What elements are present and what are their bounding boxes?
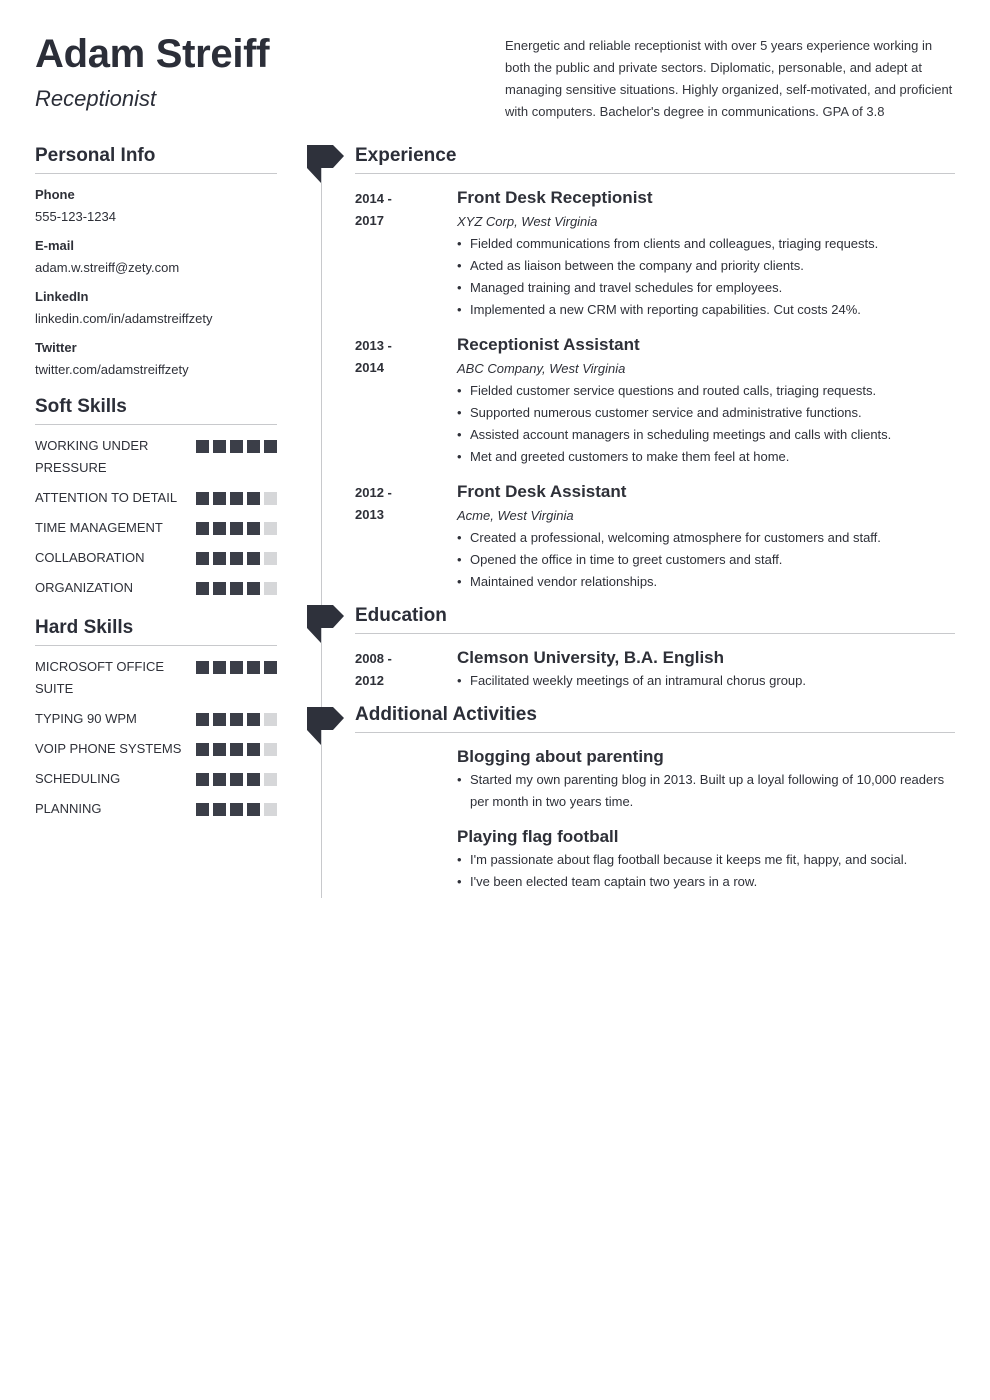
job-title: Front Desk Assistant bbox=[457, 482, 627, 501]
job-title: Receptionist Assistant bbox=[457, 335, 640, 354]
bullet-item: • Created a professional, welcoming atmosphere for customers and staff. bbox=[457, 527, 955, 549]
skill-dot-filled bbox=[247, 803, 260, 816]
skill-level bbox=[196, 803, 277, 816]
skill-dot-filled bbox=[247, 440, 260, 453]
hard-skills-title: Hard Skills bbox=[35, 617, 277, 646]
entry-body bbox=[457, 825, 955, 893]
entry-body bbox=[457, 480, 955, 593]
bullet-item: • Supported numerous customer service and administrative functions. bbox=[457, 402, 955, 424]
skill-row bbox=[35, 487, 277, 509]
skill-dot-filled bbox=[196, 440, 209, 453]
skill-level bbox=[196, 552, 277, 565]
skill-dot-filled bbox=[247, 743, 260, 756]
skill-row bbox=[35, 798, 277, 820]
skill-row bbox=[35, 577, 277, 599]
skill-dot-filled bbox=[264, 661, 277, 674]
soft-skills-list bbox=[35, 435, 277, 599]
bullet-list bbox=[457, 849, 955, 893]
skill-dot-filled bbox=[196, 803, 209, 816]
bullet-item: • Fielded customer service questions and routed calls, triaging requests. bbox=[457, 380, 955, 402]
skill-dot-filled bbox=[196, 743, 209, 756]
info-twitter bbox=[35, 340, 277, 378]
bullet-list bbox=[457, 233, 955, 321]
date-end: 2012 bbox=[355, 673, 384, 688]
education-title: Education bbox=[355, 605, 955, 634]
skill-dot-filled bbox=[230, 440, 243, 453]
skill-level bbox=[196, 713, 277, 726]
bullet-list bbox=[457, 670, 955, 692]
skill-row bbox=[35, 738, 277, 760]
skill-dot-empty bbox=[264, 492, 277, 505]
skill-name: COLLABORATION bbox=[35, 550, 145, 565]
entry-body bbox=[457, 745, 955, 813]
company: Acme, West Virginia bbox=[457, 508, 574, 523]
bullet-item: • I've been elected team captain two years in a row. bbox=[457, 871, 955, 893]
skill-row bbox=[35, 435, 277, 479]
skill-row bbox=[35, 547, 277, 569]
skill-dot-empty bbox=[264, 803, 277, 816]
skill-name: ORGANIZATION bbox=[35, 580, 133, 595]
skill-dot-filled bbox=[247, 582, 260, 595]
skill-dot-filled bbox=[247, 552, 260, 565]
info-label: Twitter bbox=[35, 340, 77, 355]
skill-name: PLANNING bbox=[35, 801, 102, 816]
skill-dot-filled bbox=[213, 522, 226, 535]
bullet-item: • Acted as liaison between the company and priority clients. bbox=[457, 255, 955, 277]
twitter-value: twitter.com/adamstreiffzety bbox=[35, 362, 189, 377]
skill-dot-filled bbox=[213, 552, 226, 565]
skill-dot-filled bbox=[230, 661, 243, 674]
bullet-item: • Facilitated weekly meetings of an intramural chorus group. bbox=[457, 670, 955, 692]
skill-dot-filled bbox=[213, 803, 226, 816]
skill-dot-empty bbox=[264, 773, 277, 786]
skill-level bbox=[196, 661, 277, 674]
education-entry bbox=[355, 646, 955, 692]
date-start: 2013 - bbox=[355, 338, 392, 353]
skill-dot-filled bbox=[213, 713, 226, 726]
skill-name: VOIP PHONE SYSTEMS bbox=[35, 741, 182, 756]
skill-name: TYPING 90 WPM bbox=[35, 711, 137, 726]
skill-dot-filled bbox=[213, 582, 226, 595]
skill-dot-filled bbox=[264, 440, 277, 453]
skill-level bbox=[196, 773, 277, 786]
info-phone bbox=[35, 187, 277, 225]
skill-dot-filled bbox=[247, 492, 260, 505]
skill-dot-filled bbox=[213, 661, 226, 674]
skill-dot-empty bbox=[264, 743, 277, 756]
skill-dot-empty bbox=[264, 713, 277, 726]
skill-dot-filled bbox=[196, 661, 209, 674]
entry-body bbox=[457, 333, 955, 468]
entry-date-empty bbox=[355, 825, 457, 893]
skill-dot-filled bbox=[247, 522, 260, 535]
skill-dot-filled bbox=[230, 492, 243, 505]
date-start: 2008 - bbox=[355, 651, 392, 666]
bullet-item: • Assisted account managers in scheduling meetings and calls with clients. bbox=[457, 424, 955, 446]
date-end: 2017 bbox=[355, 213, 384, 228]
skill-dot-filled bbox=[230, 582, 243, 595]
skill-name: ATTENTION TO DETAIL bbox=[35, 490, 178, 505]
bullet-item: • Started my own parenting blog in 2013. Built up a loyal following of 10,000 readers per month in two years time. bbox=[457, 769, 955, 813]
entry-date-empty bbox=[355, 745, 457, 813]
skill-row bbox=[35, 656, 277, 700]
entry-body bbox=[457, 186, 955, 321]
activities-title: Additional Activities bbox=[355, 704, 955, 733]
skill-dot-filled bbox=[213, 773, 226, 786]
date-end: 2013 bbox=[355, 507, 384, 522]
candidate-name: Adam Streiff bbox=[35, 32, 270, 76]
company: ABC Company, West Virginia bbox=[457, 361, 626, 376]
bullet-item: • Implemented a new CRM with reporting capabilities. Cut costs 24%. bbox=[457, 299, 955, 321]
candidate-role: Receptionist bbox=[35, 86, 157, 111]
skill-dot-filled bbox=[196, 492, 209, 505]
skill-level bbox=[196, 522, 277, 535]
right-column bbox=[355, 145, 955, 905]
skill-dot-filled bbox=[196, 522, 209, 535]
skill-dot-filled bbox=[230, 552, 243, 565]
activity-title: Blogging about parenting bbox=[457, 747, 664, 766]
entry-date bbox=[355, 333, 457, 468]
info-label: Phone bbox=[35, 187, 75, 202]
skill-dot-filled bbox=[196, 713, 209, 726]
experience-entry bbox=[355, 480, 955, 593]
skill-dot-filled bbox=[230, 743, 243, 756]
entry-body bbox=[457, 646, 955, 692]
skill-level bbox=[196, 582, 277, 595]
activities-section bbox=[355, 704, 955, 893]
bullet-list bbox=[457, 380, 955, 468]
email-value: adam.w.streiff@zety.com bbox=[35, 260, 180, 275]
bullet-item: • Managed training and travel schedules for employees. bbox=[457, 277, 955, 299]
bullet-item: • I'm passionate about flag football because it keeps me fit, happy, and social. bbox=[457, 849, 955, 871]
skill-dot-empty bbox=[264, 552, 277, 565]
skill-name: WORKING UNDER PRESSURE bbox=[35, 438, 149, 475]
skill-name: SCHEDULING bbox=[35, 771, 121, 786]
skill-dot-filled bbox=[230, 803, 243, 816]
skill-dot-filled bbox=[247, 773, 260, 786]
activity-entry bbox=[355, 825, 955, 893]
skill-level bbox=[196, 440, 277, 453]
skill-row bbox=[35, 708, 277, 730]
education-flag-icon bbox=[307, 605, 344, 643]
activity-entry bbox=[355, 745, 955, 813]
skill-dot-filled bbox=[230, 773, 243, 786]
personal-info-title: Personal Info bbox=[35, 145, 277, 174]
skill-dot-filled bbox=[213, 492, 226, 505]
activity-title: Playing flag football bbox=[457, 827, 619, 846]
date-end: 2014 bbox=[355, 360, 384, 375]
info-label: E-mail bbox=[35, 238, 75, 253]
info-linkedin bbox=[35, 289, 277, 327]
bullet-item: • Met and greeted customers to make them feel at home. bbox=[457, 446, 955, 468]
skill-row bbox=[35, 768, 277, 790]
info-label: LinkedIn bbox=[35, 289, 89, 304]
linkedin-value: linkedin.com/in/adamstreiffzety bbox=[35, 311, 213, 326]
experience-title: Experience bbox=[355, 145, 955, 174]
entry-date bbox=[355, 186, 457, 321]
experience-entry bbox=[355, 333, 955, 468]
skill-level bbox=[196, 492, 277, 505]
skill-dot-empty bbox=[264, 582, 277, 595]
entry-date bbox=[355, 646, 457, 692]
skill-dot-filled bbox=[230, 713, 243, 726]
hard-skills-list bbox=[35, 656, 277, 820]
skill-dot-filled bbox=[196, 552, 209, 565]
skill-dot-filled bbox=[196, 773, 209, 786]
date-start: 2012 - bbox=[355, 485, 392, 500]
skill-dot-filled bbox=[196, 582, 209, 595]
info-email bbox=[35, 238, 277, 276]
degree-title: Clemson University, B.A. English bbox=[457, 648, 725, 667]
bullet-item: • Fielded communications from clients and colleagues, triaging requests. bbox=[457, 233, 955, 255]
bullet-list bbox=[457, 527, 955, 593]
bullet-item: • Opened the office in time to greet customers and staff. bbox=[457, 549, 955, 571]
entry-date bbox=[355, 480, 457, 593]
skill-dot-filled bbox=[213, 743, 226, 756]
bullet-item: • Maintained vendor relationships. bbox=[457, 571, 955, 593]
skill-dot-filled bbox=[247, 713, 260, 726]
skill-level bbox=[196, 743, 277, 756]
skill-dot-filled bbox=[230, 522, 243, 535]
timeline-line bbox=[321, 145, 322, 898]
experience-section bbox=[355, 145, 955, 593]
bullet-list bbox=[457, 769, 955, 813]
education-section bbox=[355, 605, 955, 692]
skill-dot-filled bbox=[247, 661, 260, 674]
activities-flag-icon bbox=[307, 707, 344, 745]
skill-row bbox=[35, 517, 277, 539]
phone-value: 555-123-1234 bbox=[35, 209, 116, 224]
experience-entry bbox=[355, 186, 955, 321]
skill-name: TIME MANAGEMENT bbox=[35, 520, 163, 535]
skill-dot-empty bbox=[264, 522, 277, 535]
left-column bbox=[35, 145, 277, 828]
company: XYZ Corp, West Virginia bbox=[457, 214, 598, 229]
skill-dot-filled bbox=[213, 440, 226, 453]
profile-summary: Energetic and reliable receptionist with over 5 years experience working in both the public and private sectors. Diplomatic, personable, and adept at managing sensitive situations. Highly organized, self-motivated, and proficient with computers. Bachelor's degree in communications. GPA of 3.8 bbox=[505, 38, 953, 119]
job-title: Front Desk Receptionist bbox=[457, 188, 653, 207]
soft-skills-title: Soft Skills bbox=[35, 396, 277, 425]
skill-name: MICROSOFT OFFICE SUITE bbox=[35, 659, 165, 696]
date-start: 2014 - bbox=[355, 191, 392, 206]
experience-flag-icon bbox=[307, 145, 344, 183]
